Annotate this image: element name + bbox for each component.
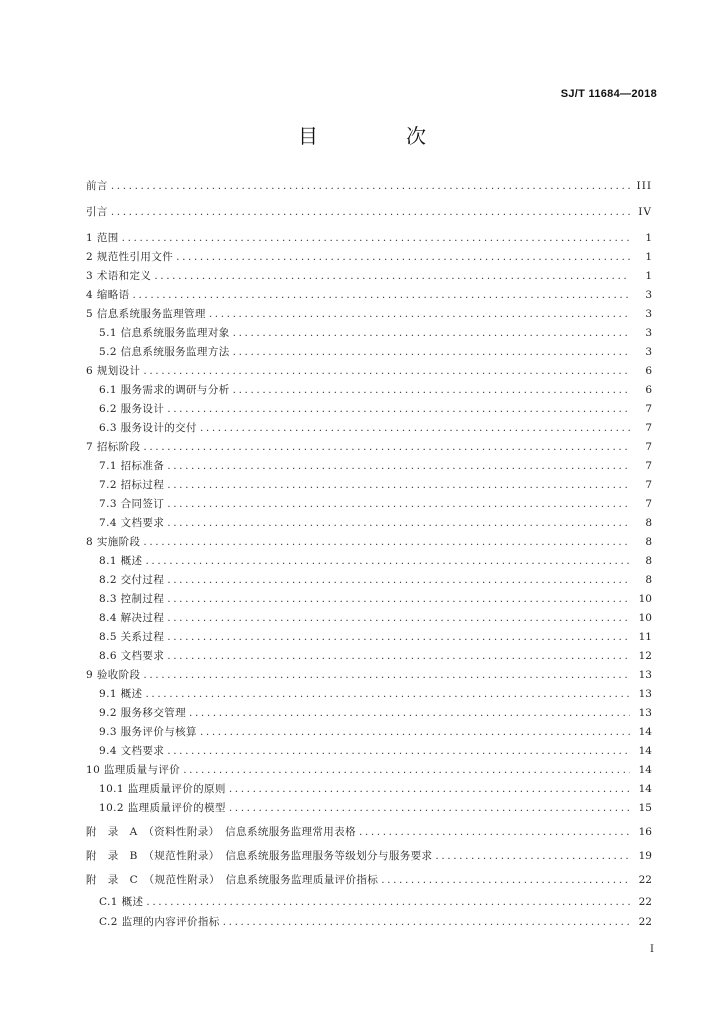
toc-entry-page: 3 bbox=[645, 327, 652, 339]
toc-entry-label: 附 录 C （规范性附录） 信息系统服务监理质量评价指标 bbox=[86, 874, 379, 886]
toc-entry-label: 4 缩略语 bbox=[86, 289, 130, 301]
toc-entry-label: 7.1 招标准备 bbox=[99, 460, 165, 472]
toc-entry[interactable] bbox=[86, 344, 652, 359]
toc-leader-dots bbox=[167, 498, 630, 510]
toc-entry[interactable] bbox=[86, 705, 652, 720]
toc-entry-label: 9.4 文档要求 bbox=[99, 745, 165, 757]
toc-entry-page: III bbox=[636, 180, 652, 192]
toc-entry-label: 10.1 监理质量评价的原则 bbox=[99, 783, 226, 795]
toc-entry-page: 8 bbox=[645, 536, 652, 548]
toc-entry[interactable] bbox=[86, 496, 652, 511]
toc-entry[interactable] bbox=[86, 249, 652, 264]
toc-entry[interactable] bbox=[86, 591, 652, 606]
toc-entry-label: 8.2 交付过程 bbox=[99, 574, 165, 586]
toc-entry-label: 5.2 信息系统服务监理方法 bbox=[99, 346, 230, 358]
toc-leader-dots bbox=[167, 403, 630, 415]
toc-entry[interactable] bbox=[86, 686, 652, 701]
toc-entry-label: 9.1 概述 bbox=[99, 688, 143, 700]
toc-entry-page: 1 bbox=[645, 270, 652, 282]
toc-entry-label: 10 监理质量与评价 bbox=[86, 764, 181, 776]
toc-entry-page: 16 bbox=[638, 826, 652, 838]
toc-entry-label: 8.4 解决过程 bbox=[99, 612, 165, 624]
toc-entry[interactable] bbox=[86, 667, 652, 682]
toc-leader-dots bbox=[233, 346, 630, 358]
toc-leader-dots bbox=[154, 270, 630, 282]
toc-entry[interactable] bbox=[86, 914, 652, 929]
toc-leader-dots bbox=[381, 874, 630, 886]
toc-leader-dots bbox=[167, 460, 630, 472]
toc-leader-dots bbox=[233, 384, 630, 396]
toc-leader-dots bbox=[167, 593, 630, 605]
toc-entry[interactable] bbox=[86, 268, 652, 283]
toc-entry[interactable] bbox=[86, 534, 652, 549]
toc-entry-page: 3 bbox=[645, 289, 652, 301]
toc-entry-page: 11 bbox=[638, 631, 652, 643]
toc-entry-label: 附 录 A （资料性附录） 信息系统服务监理常用表格 bbox=[86, 826, 356, 838]
toc-entry-page: 7 bbox=[645, 403, 652, 415]
toc-leader-dots bbox=[133, 289, 630, 301]
toc-entry-label: 9 验收阶段 bbox=[86, 669, 141, 681]
toc-entry[interactable] bbox=[86, 439, 652, 454]
toc-entry[interactable] bbox=[86, 824, 652, 839]
toc-entry-page: 19 bbox=[638, 850, 652, 862]
toc-entry-page: 14 bbox=[638, 726, 652, 738]
toc-entry-label: 9.2 服务移交管理 bbox=[99, 707, 187, 719]
toc-leader-dots bbox=[200, 726, 630, 738]
toc-entry[interactable] bbox=[86, 610, 652, 625]
toc-entry[interactable] bbox=[86, 401, 652, 416]
toc-entry-page: 14 bbox=[638, 745, 652, 757]
toc-leader-dots bbox=[233, 327, 630, 339]
toc-entry-page: 7 bbox=[645, 479, 652, 491]
toc-entry-label: 7.4 文档要求 bbox=[99, 517, 165, 529]
toc-entry-page: 14 bbox=[638, 783, 652, 795]
toc-entry-label: 7 招标阶段 bbox=[86, 441, 141, 453]
toc-entry[interactable] bbox=[86, 800, 652, 815]
toc-entry-label: 附 录 B （规范性附录） 信息系统服务监理服务等级划分与服务要求 bbox=[86, 850, 433, 862]
toc-leader-dots bbox=[143, 536, 630, 548]
toc-leader-dots bbox=[111, 180, 630, 192]
toc-entry-label: 2 规范性引用文件 bbox=[86, 251, 174, 263]
toc-entry[interactable] bbox=[86, 363, 652, 378]
toc-entry-page: 7 bbox=[645, 422, 652, 434]
page-folio: I bbox=[650, 944, 654, 955]
toc-entry[interactable] bbox=[86, 325, 652, 340]
toc-entry-page: IV bbox=[638, 206, 652, 218]
toc-entry[interactable] bbox=[86, 230, 652, 245]
toc-entry-page: 22 bbox=[638, 874, 652, 886]
toc-entry[interactable] bbox=[86, 204, 652, 219]
toc-entry-page: 22 bbox=[638, 896, 652, 908]
toc-entry-label: 8.3 控制过程 bbox=[99, 593, 165, 605]
toc-entry[interactable] bbox=[86, 553, 652, 568]
toc-entry-page: 15 bbox=[638, 802, 652, 814]
toc-entry[interactable] bbox=[86, 848, 652, 863]
toc-entry[interactable] bbox=[86, 629, 652, 644]
toc-leader-dots bbox=[145, 555, 630, 567]
toc-leader-dots bbox=[359, 826, 630, 838]
toc-entry-page: 3 bbox=[645, 346, 652, 358]
toc-leader-dots bbox=[167, 631, 630, 643]
standard-code: SJ/T 11684—2018 bbox=[560, 88, 657, 100]
toc-entry[interactable] bbox=[86, 781, 652, 796]
toc-entry-page: 13 bbox=[638, 669, 652, 681]
toc-leader-dots bbox=[143, 669, 630, 681]
toc-leader-dots bbox=[209, 308, 630, 320]
toc-leader-dots bbox=[229, 783, 630, 795]
toc-entry-page: 8 bbox=[645, 555, 652, 567]
toc-entry-label: 6.3 服务设计的交付 bbox=[99, 422, 197, 434]
page-title: 目 次 bbox=[298, 124, 460, 148]
toc-entry-label: 5 信息系统服务监理管理 bbox=[86, 308, 206, 320]
toc-leader-dots bbox=[143, 365, 630, 377]
toc-entry[interactable] bbox=[86, 382, 652, 397]
toc-entry[interactable] bbox=[86, 572, 652, 587]
toc-entry-label: 引言 bbox=[86, 206, 108, 218]
toc-entry-label: 3 术语和定义 bbox=[86, 270, 152, 282]
toc-leader-dots bbox=[167, 745, 630, 757]
toc-leader-dots bbox=[143, 441, 630, 453]
toc-entry[interactable] bbox=[86, 743, 652, 758]
toc-entry-label: 9.3 服务评价与核算 bbox=[99, 726, 197, 738]
toc-leader-dots bbox=[145, 688, 630, 700]
toc-entry[interactable] bbox=[86, 894, 652, 909]
toc-entry-label: C.2 监理的内容评价指标 bbox=[99, 916, 220, 928]
toc-entry-label: 前言 bbox=[86, 180, 108, 192]
toc-leader-dots bbox=[176, 251, 630, 263]
toc-entry-page: 6 bbox=[645, 365, 652, 377]
toc-entry[interactable] bbox=[86, 458, 652, 473]
toc-entry-page: 10 bbox=[638, 612, 652, 624]
toc-leader-dots bbox=[183, 764, 630, 776]
toc-entry[interactable] bbox=[86, 872, 652, 887]
toc-leader-dots bbox=[111, 206, 630, 218]
toc-entry-label: 1 范围 bbox=[86, 232, 119, 244]
toc-leader-dots bbox=[167, 574, 630, 586]
toc-leader-dots bbox=[122, 232, 630, 244]
toc-entry-page: 6 bbox=[645, 384, 652, 396]
toc-entry-label: 7.2 招标过程 bbox=[99, 479, 165, 491]
toc-leader-dots bbox=[435, 850, 630, 862]
toc-entry-page: 3 bbox=[645, 308, 652, 320]
toc-entry[interactable] bbox=[86, 306, 652, 321]
toc-entry[interactable] bbox=[86, 477, 652, 492]
toc-entry-page: 10 bbox=[638, 593, 652, 605]
toc-leader-dots bbox=[167, 517, 630, 529]
toc-entry-label: 10.2 监理质量评价的模型 bbox=[99, 802, 226, 814]
toc-entry-label: 6 规划设计 bbox=[86, 365, 141, 377]
toc-entry-label: 7.3 合同签订 bbox=[99, 498, 165, 510]
toc-entry-page: 1 bbox=[645, 251, 652, 263]
toc-entry-label: C.1 概述 bbox=[99, 896, 144, 908]
toc-entry-page: 7 bbox=[645, 498, 652, 510]
toc-entry-page: 7 bbox=[645, 441, 652, 453]
toc-entry-label: 6.1 服务需求的调研与分析 bbox=[99, 384, 230, 396]
toc-entry-page: 8 bbox=[645, 517, 652, 529]
toc-leader-dots bbox=[146, 896, 630, 908]
toc-entry-label: 8.6 文档要求 bbox=[99, 650, 165, 662]
toc-leader-dots bbox=[223, 916, 630, 928]
toc-entry-label: 5.1 信息系统服务监理对象 bbox=[99, 327, 230, 339]
toc-entry[interactable] bbox=[86, 420, 652, 435]
toc-entry-label: 8 实施阶段 bbox=[86, 536, 141, 548]
toc-entry[interactable] bbox=[86, 724, 652, 739]
toc-leader-dots bbox=[167, 479, 630, 491]
toc-leader-dots bbox=[200, 422, 630, 434]
toc-entry-label: 8.5 关系过程 bbox=[99, 631, 165, 643]
toc-entry-page: 13 bbox=[638, 688, 652, 700]
toc-entry-page: 7 bbox=[645, 460, 652, 472]
toc-leader-dots bbox=[189, 707, 630, 719]
toc-entry-page: 8 bbox=[645, 574, 652, 586]
toc-entry[interactable] bbox=[86, 287, 652, 302]
toc-leader-dots bbox=[167, 612, 630, 624]
toc-entry-page: 13 bbox=[638, 707, 652, 719]
toc-leader-dots bbox=[229, 802, 630, 814]
toc-entry-page: 12 bbox=[638, 650, 652, 662]
toc-entry[interactable] bbox=[86, 515, 652, 530]
toc-entry[interactable] bbox=[86, 178, 652, 193]
toc-entry-label: 6.2 服务设计 bbox=[99, 403, 165, 415]
toc-entry-page: 1 bbox=[645, 232, 652, 244]
toc-entry-page: 14 bbox=[638, 764, 652, 776]
toc-entry-page: 22 bbox=[638, 916, 652, 928]
toc-leader-dots bbox=[167, 650, 630, 662]
toc-entry[interactable] bbox=[86, 762, 652, 777]
toc-entry[interactable] bbox=[86, 648, 652, 663]
toc-entry-label: 8.1 概述 bbox=[99, 555, 143, 567]
